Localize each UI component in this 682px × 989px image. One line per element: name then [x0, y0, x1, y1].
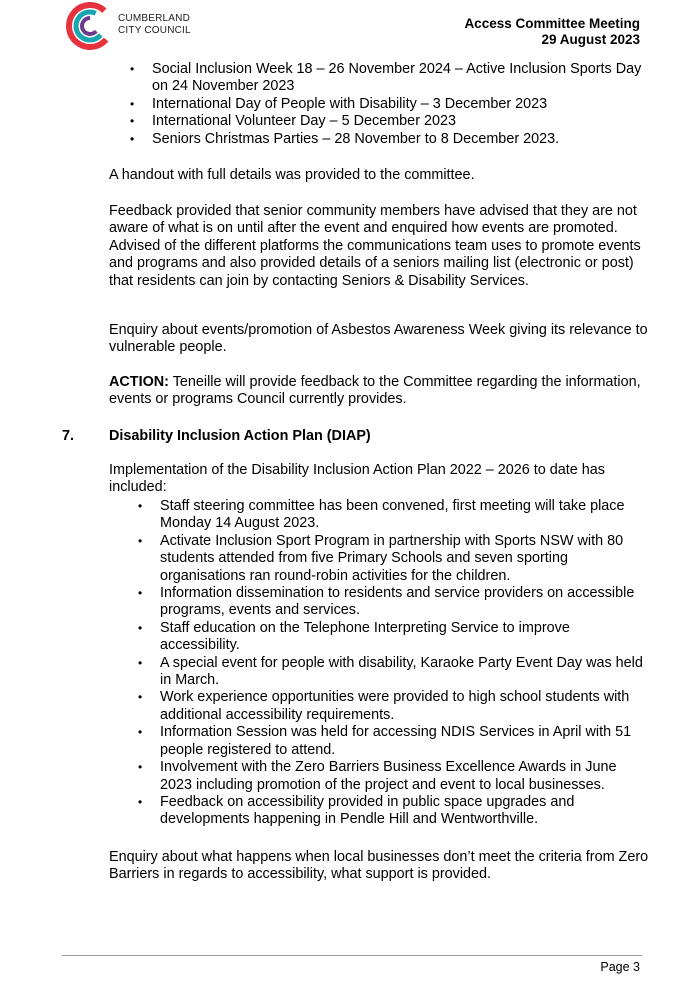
council-logo-icon [66, 2, 114, 50]
section-number: 7. [62, 428, 75, 444]
handout-paragraph: A handout with full details was provided to the committee. [109, 167, 475, 183]
org-line-1: CUMBERLAND [118, 13, 191, 24]
bullet-icon: • [138, 620, 143, 635]
list-item [138, 654, 650, 690]
bullet-icon: • [130, 96, 135, 111]
list-item-text: Work experience opportunities were provided to high school students with additional accessibility requirements. [160, 689, 630, 723]
bullet-icon: • [138, 655, 143, 670]
meeting-header [464, 16, 640, 48]
list-item [138, 724, 650, 759]
list-item [138, 759, 650, 794]
list-item [130, 130, 652, 148]
list-item-text: Staff education on the Telephone Interpreting Service to improve accessibility. [160, 619, 570, 654]
bullet-icon: • [130, 131, 135, 146]
list-item [138, 498, 650, 533]
list-item-text: A special event for people with disability, Karaoke Party Event Day was held in March. [160, 654, 643, 689]
closing-enquiry: Enquiry about what happens when local businesses don’t meet the criteria from Zero Barriers in regards to accessibility, what support is provided. [109, 849, 649, 883]
list-item [138, 585, 650, 620]
list-item-text: Activate Inclusion Sport Program in partnership with Sports NSW with 80 students attended from five Primary Schools and seven sporting organisations ran round-robin activities for the children. [160, 532, 624, 584]
bullet-icon: • [138, 533, 143, 548]
list-item [130, 95, 652, 113]
list-item-text: Involvement with the Zero Barriers Business Excellence Awards in June 2023 including promotion of the project and event to local businesses. [160, 759, 617, 793]
action-paragraph [109, 374, 649, 409]
bullet-icon: • [138, 794, 143, 809]
action-text: Teneille will provide feedback to the Committee regarding the information, events or programs Council currently provides. [109, 374, 641, 408]
list-item-text: Feedback on accessibility provided in public space upgrades and developments happening in Pendle Hill and Wentworthville. [160, 793, 575, 828]
list-item-text: Information Session was held for accessing NDIS Services in April with 51 people registered to attend. [160, 724, 632, 758]
list-item [138, 619, 650, 655]
asbestos-enquiry-paragraph: Enquiry about events/promotion of Asbestos Awareness Week giving its relevance to vulnerable people. [109, 322, 648, 356]
feedback-paragraph: Feedback provided that senior community members have advised that they are not aware of what is on until after the event and enquired how events are promoted. Advised of the different platforms the communications team uses to promote events and programs and also provided details of a seniors mailing list (electronic or post) that residents can join by contacting Seniors & Disability Services. [109, 203, 641, 289]
meeting-date: 29 August 2023 [541, 32, 640, 47]
list-item-text: Information dissemination to residents and service providers on accessible programs, events and services. [160, 585, 635, 619]
events-list [130, 61, 652, 148]
bullet-icon: • [138, 760, 143, 775]
list-item [130, 61, 652, 96]
list-item-text: International Volunteer Day – 5 December 2023 [152, 113, 456, 130]
list-item [138, 689, 650, 724]
bullet-icon: • [138, 690, 143, 705]
list-item-text: Seniors Christmas Parties – 28 November to 8 December 2023. [152, 130, 560, 147]
org-name [118, 13, 191, 37]
org-line-2: CITY COUNCIL [118, 25, 191, 36]
bullet-icon: • [138, 725, 143, 740]
list-item-text: Social Inclusion Week 18 – 26 November 2024 – Active Inclusion Sports Day on 24 November 2023 [152, 61, 642, 95]
bullet-icon: • [138, 499, 143, 513]
bullet-icon: • [130, 114, 135, 129]
diap-intro: Implementation of the Disability Inclusion Action Plan 2022 – 2026 to date has included: [109, 462, 605, 496]
meeting-title: Access Committee Meeting [464, 16, 640, 31]
bullet-icon: • [130, 62, 135, 76]
list-item [138, 532, 650, 585]
section-title: Disability Inclusion Action Plan (DIAP) [109, 428, 371, 444]
footer-divider [62, 955, 642, 956]
diap-list [138, 498, 650, 829]
bullet-icon: • [138, 586, 143, 601]
action-label: ACTION: [109, 374, 169, 390]
list-item [138, 793, 650, 829]
list-item-text: Staff steering committee has been convened, first meeting will take place Monday 14 August 2023. [160, 498, 625, 532]
list-item [130, 113, 652, 130]
page-number: Page 3 [600, 960, 640, 974]
list-item-text: International Day of People with Disability – 3 December 2023 [152, 95, 548, 112]
